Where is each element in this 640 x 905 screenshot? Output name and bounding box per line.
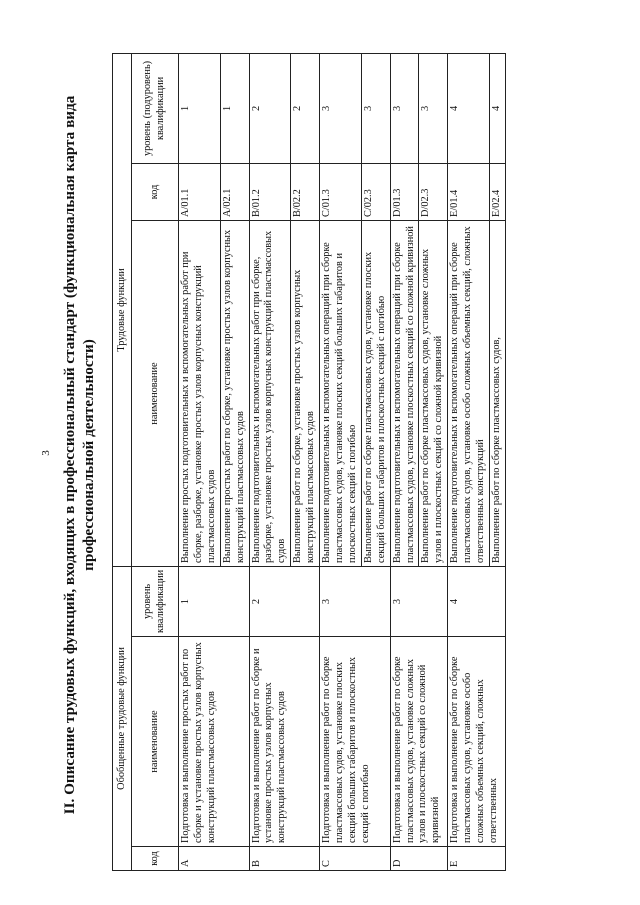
function-level: 3 (390, 53, 419, 163)
function-level: 1 (220, 53, 249, 163)
group-level: 3 (320, 566, 391, 636)
function-code: C/02.3 (361, 163, 390, 220)
function-level: 3 (419, 53, 448, 163)
function-name: Выполнение работ по сборке, установке простых узлов корпусных конструкций пластмассовых судов (291, 220, 320, 566)
function-name: Выполнение подготовительных и вспомогательных операций при сборке пластмассовых судов, установке особо сложных объемных секций, сложных ответственных конструкций (448, 220, 490, 566)
function-level: 1 (179, 53, 221, 163)
function-level: 3 (361, 53, 390, 163)
group-name: Подготовка и выполнение работ по сборке пластмассовых судов, установке плоских секций больших габаритов и плоскостных секций с погибью (320, 637, 391, 847)
function-level: 2 (249, 53, 291, 163)
function-level: 2 (291, 53, 320, 163)
function-level: 4 (489, 53, 505, 163)
function-name: Выполнение работ по сборке пластмассовых судов, установке плоских секций больших габаритов и плоскостных секций с погибью (361, 220, 390, 566)
title-line-1: II. Описание трудовых функций, входящих в профессиональный стандарт (функциональная карта вида (61, 95, 78, 815)
function-code: A/02.1 (220, 163, 249, 220)
function-name: Выполнение подготовительных и вспомогательных операций при сборке пластмассовых судов, установке плоских секций больших габаритов и плоскостных секций с погибью (320, 220, 362, 566)
function-name: Выполнение работ по сборке пластмассовых судов, (489, 220, 505, 566)
lf-level-header: уровень (подуровень) квалификации (132, 53, 179, 163)
group-name: Подготовка и выполнение простых работ по сборке и установке простых узлов корпусных конструкций пластмассовых судов (179, 637, 250, 847)
function-name: Выполнение простых работ по сборке, установке простых узлов корпусных конструкций пластмассовых судов (220, 220, 249, 566)
group-name: Подготовка и выполнение работ по сборке пластмассовых судов, установке особо сложных объемных секций, сложных ответственных (448, 637, 506, 847)
table-row (448, 53, 490, 870)
header-row-sub (132, 53, 179, 870)
function-code: E/02.4 (489, 163, 505, 220)
functional-map-table (112, 53, 506, 871)
function-name: Выполнение подготовительных и вспомогательных операций при сборке пластмассовых судов, установке плоскостных секций со сложной кривизной (390, 220, 419, 566)
group-level: 1 (179, 566, 250, 636)
group-level: 2 (249, 566, 320, 636)
function-code: B/01.2 (249, 163, 291, 220)
level-header: уровень квалификации (132, 566, 179, 636)
lf-name-header: наименование (132, 220, 179, 566)
group-level: 4 (448, 566, 506, 636)
group-code: C (320, 847, 391, 871)
group-code: A (179, 847, 250, 871)
name-header: наименование (132, 637, 179, 847)
header-row-top (113, 53, 132, 870)
table-row (179, 53, 221, 870)
table-row (390, 53, 419, 870)
table-row (249, 53, 291, 870)
section-title (60, 65, 98, 845)
function-level: 3 (320, 53, 362, 163)
page-number: 3 (40, 450, 52, 456)
function-name: Выполнение подготовительных и вспомогательных работ при сборке, разборке, установке простых узлов корпусных конструкций пластмассовых судов (249, 220, 291, 566)
function-name: Выполнение простых подготовительных и вспомогательных работ при сборке, разборке, установке простых узлов корпусных конструкций пластмассовых судов (179, 220, 221, 566)
function-code: B/02.2 (291, 163, 320, 220)
code-header: код (132, 847, 179, 871)
function-code: A/01.1 (179, 163, 221, 220)
title-line-2: профессиональной деятельности) (80, 339, 97, 571)
function-name: Выполнение работ по сборке пластмассовых судов, установке сложных узлов и плоскостных секций со сложной кривизной (419, 220, 448, 566)
group-code: D (390, 847, 448, 871)
function-level: 4 (448, 53, 490, 163)
table-row (320, 53, 362, 870)
group-name: Подготовка и выполнение работ по сборке и установке простых узлов корпусных конструкций пластмассовых судов (249, 637, 320, 847)
generalized-functions-header: Обобщенные трудовые функции (113, 566, 132, 870)
function-code: D/01.3 (390, 163, 419, 220)
function-code: E/01.4 (448, 163, 490, 220)
group-code: B (249, 847, 320, 871)
function-code: D/02.3 (419, 163, 448, 220)
function-code: C/01.3 (320, 163, 362, 220)
group-code: E (448, 847, 506, 871)
labor-functions-header: Трудовые функции (113, 53, 132, 566)
lf-code-header: код (132, 163, 179, 220)
group-level: 3 (390, 566, 448, 636)
group-name: Подготовка и выполнение работ по сборке пластмассовых судов, установке сложных узлов и плоскостных секций со сложной кривизной (390, 637, 448, 847)
